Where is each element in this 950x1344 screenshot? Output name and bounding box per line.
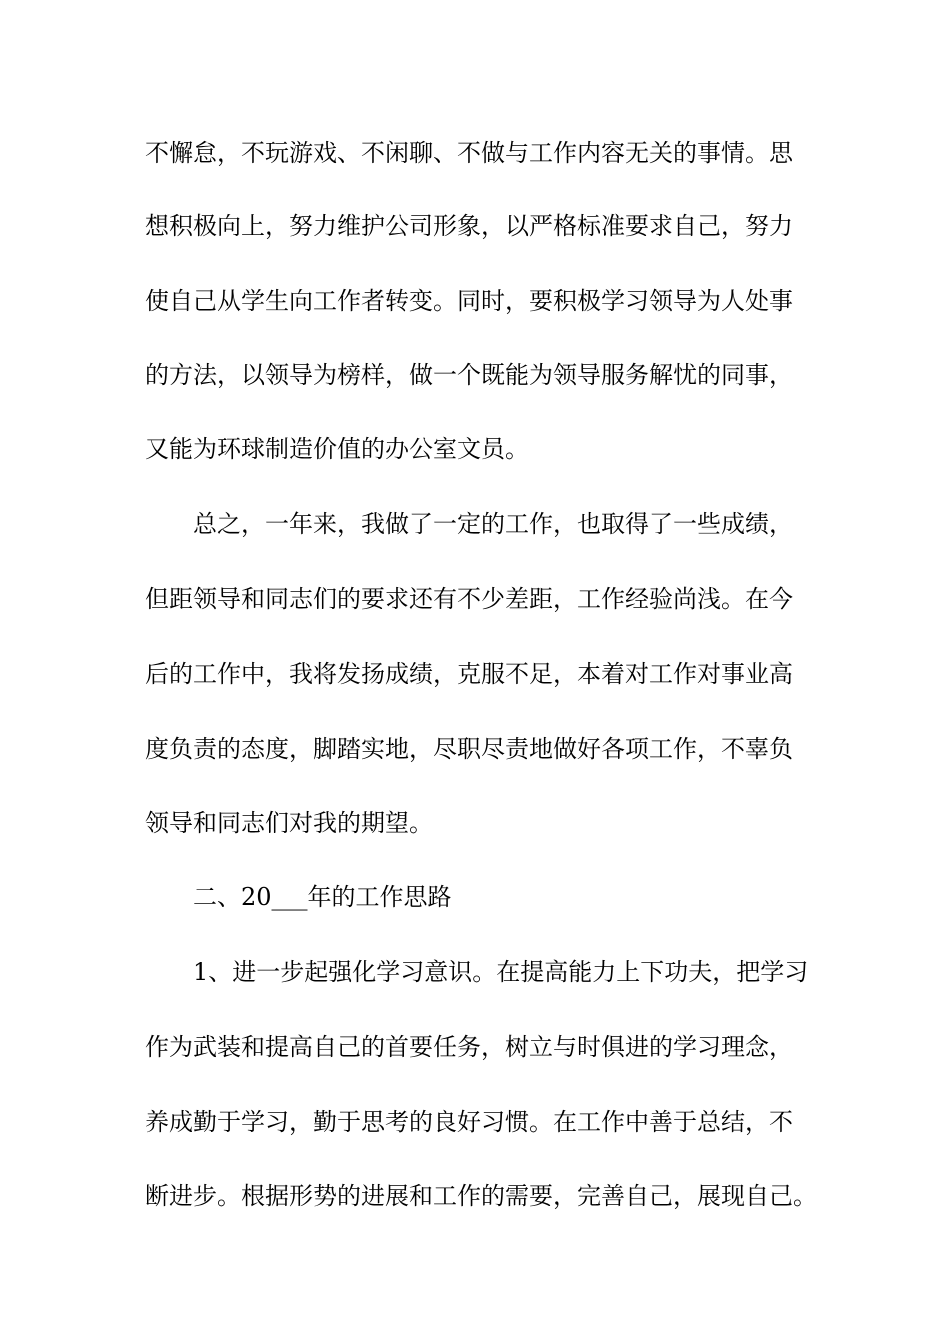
paragraph-line: 养成勤于学习，勤于思考的良好习惯。在工作中善于总结，不 bbox=[145, 1108, 793, 1136]
paragraph-line: 使自己从学生向工作者转变。同时，要积极学习领导为人处事 bbox=[145, 287, 793, 315]
paragraph-line: 不懈怠，不玩游戏、不闲聊、不做与工作内容无关的事情。思 bbox=[145, 139, 793, 167]
section-heading: 二、20___年的工作思路 bbox=[193, 883, 452, 911]
paragraph-line: 但距领导和同志们的要求还有不少差距，工作经验尚浅。在今 bbox=[145, 585, 793, 613]
paragraph-line: 总之，一年来，我做了一定的工作，也取得了一些成绩， bbox=[193, 510, 793, 538]
paragraph-line: 领导和同志们对我的期望。 bbox=[145, 809, 433, 837]
paragraph-line: 后的工作中，我将发扬成绩，克服不足，本着对工作对事业高 bbox=[145, 660, 793, 688]
paragraph-line: 的方法，以领导为榜样，做一个既能为领导服务解忧的同事， bbox=[145, 361, 793, 389]
paragraph-line: 度负责的态度，脚踏实地，尽职尽责地做好各项工作，不辜负 bbox=[145, 735, 793, 763]
paragraph-line: 断进步。根据形势的进展和工作的需要，完善自己，展现自己。 bbox=[145, 1182, 817, 1210]
paragraph-line: 想积极向上，努力维护公司形象，以严格标准要求自己，努力 bbox=[145, 212, 793, 240]
paragraph-line: 1、进一步起强化学习意识。在提高能力上下功夫，把学习 bbox=[193, 958, 809, 986]
paragraph-line: 作为武装和提高自己的首要任务，树立与时俱进的学习理念， bbox=[145, 1033, 793, 1061]
paragraph-line: 又能为环球制造价值的办公室文员。 bbox=[145, 435, 529, 463]
